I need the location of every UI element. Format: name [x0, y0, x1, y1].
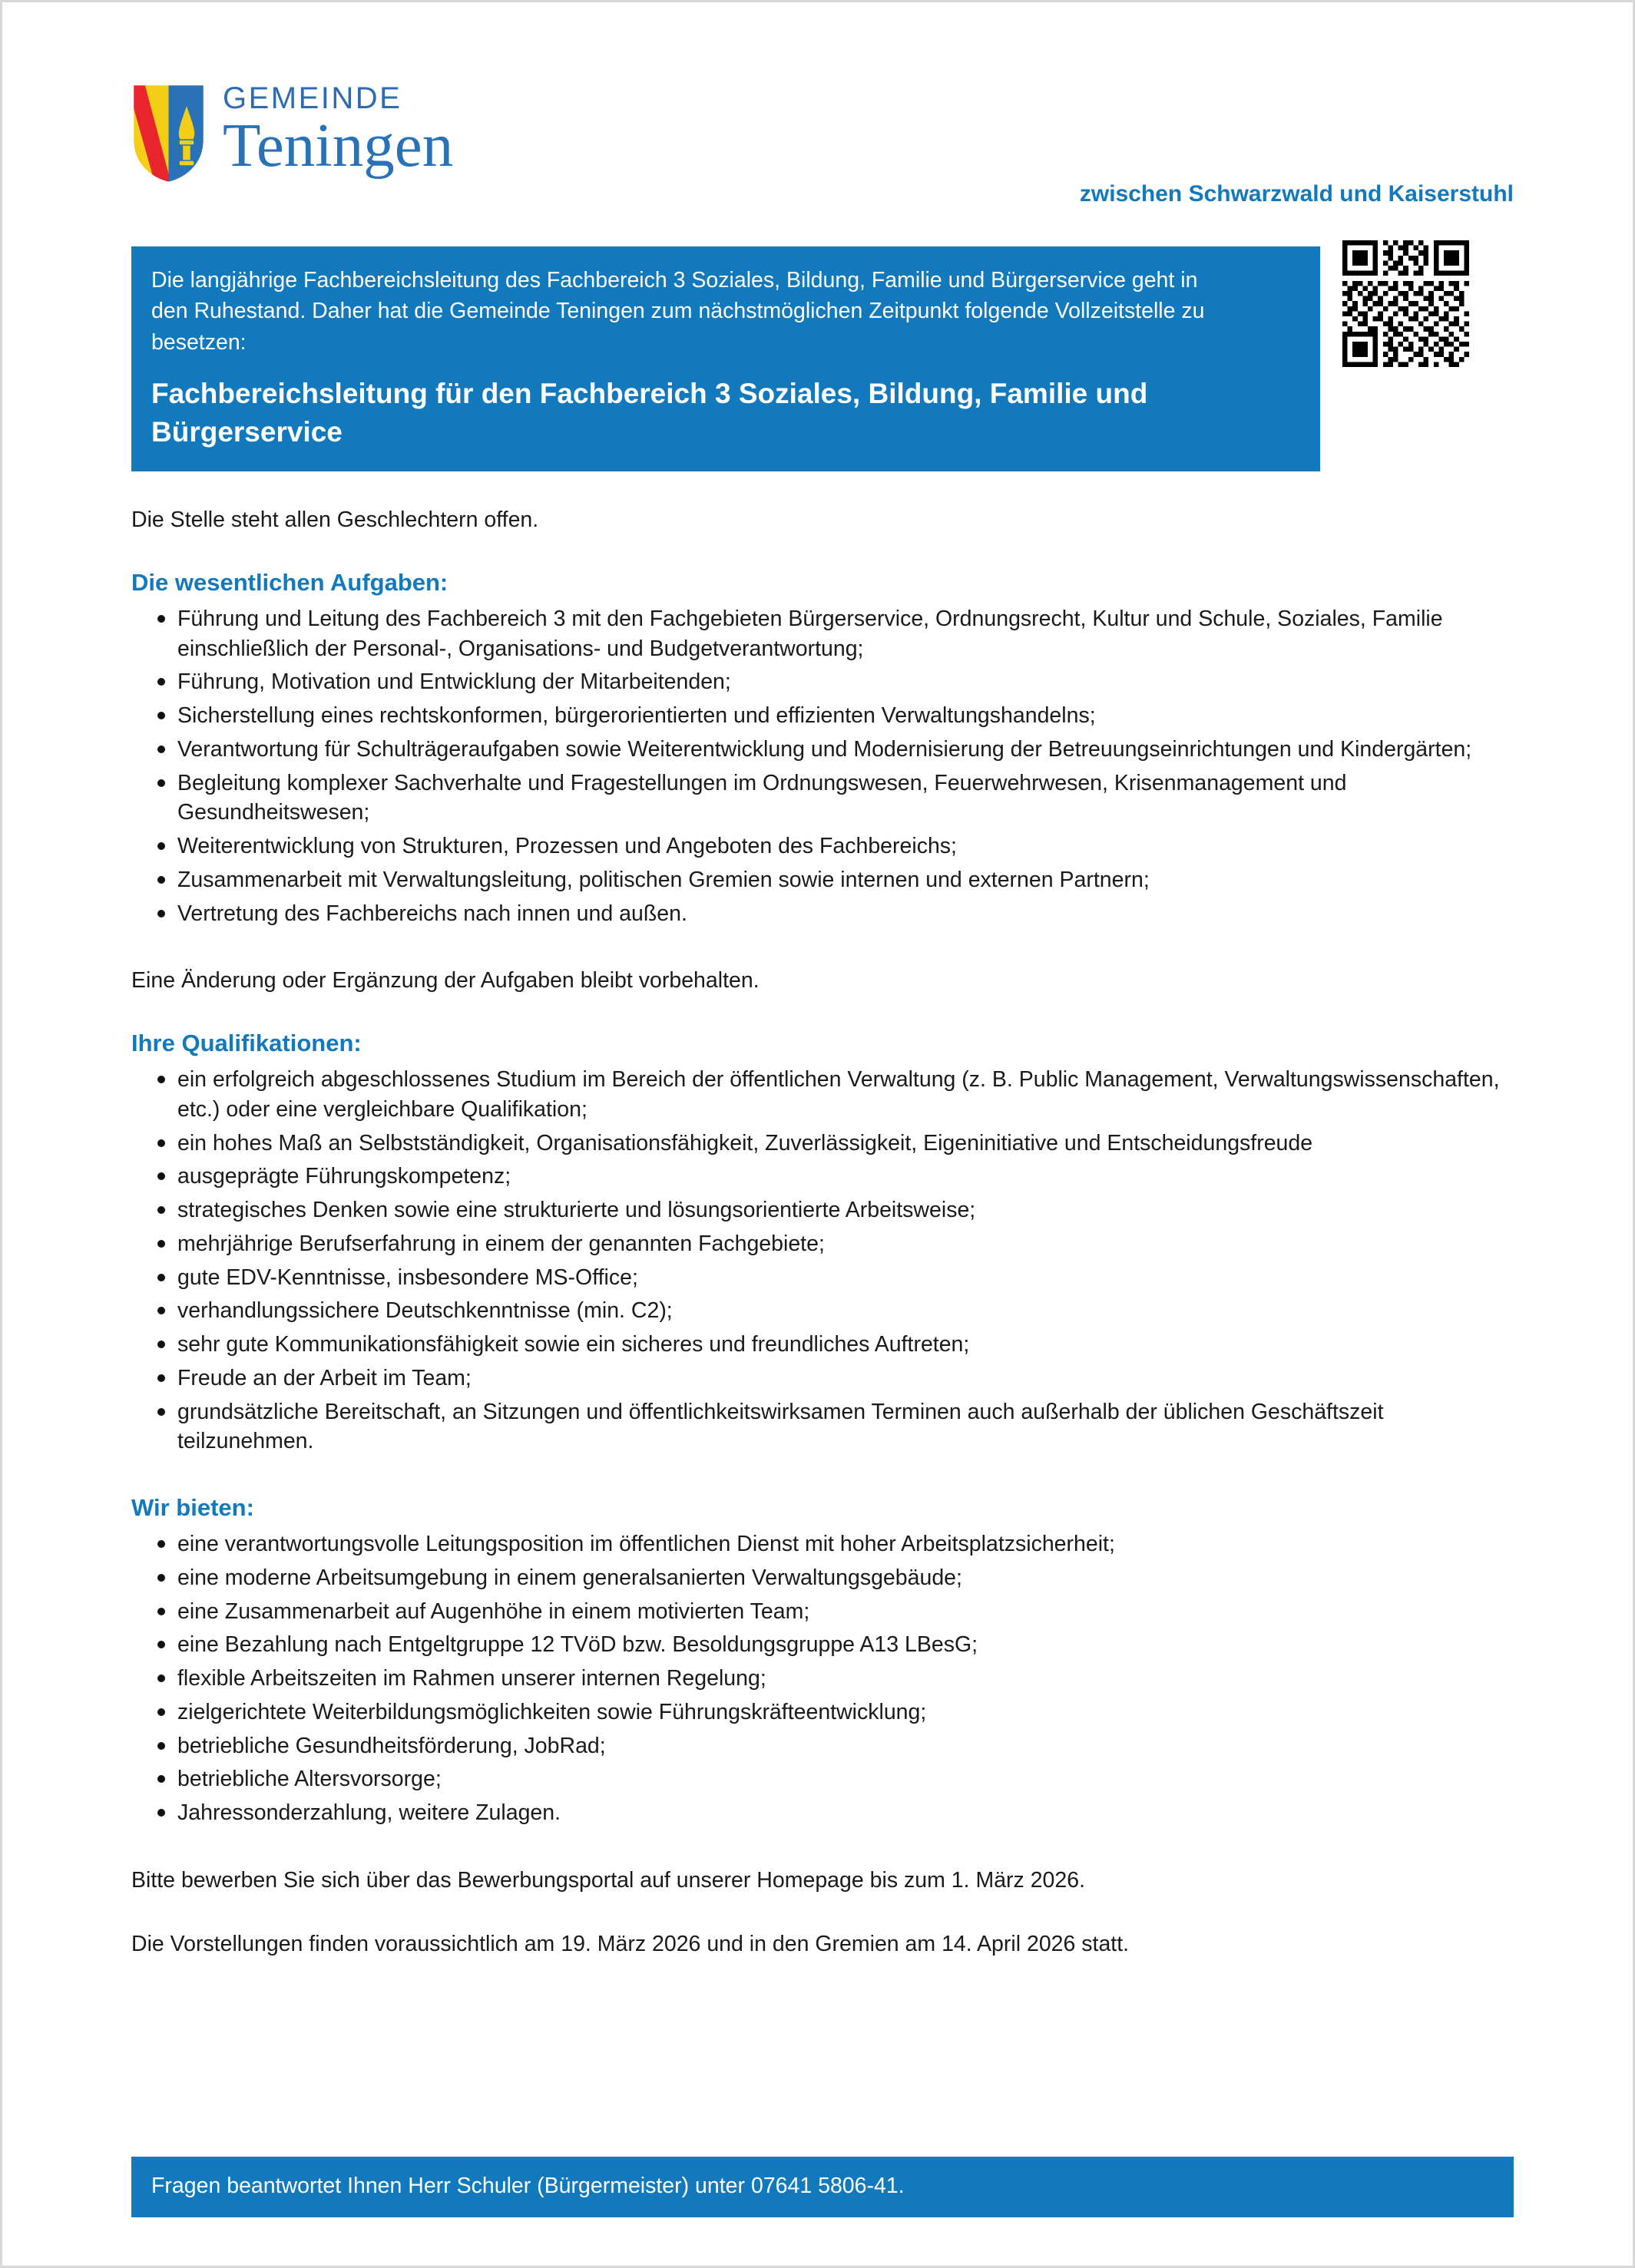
- posting-body: [131, 505, 1514, 1959]
- gemeinde-label: GEMEINDE: [223, 81, 402, 115]
- list-item: gute EDV-Kenntnisse, insbesondere MS-Office;: [131, 1263, 1514, 1293]
- list-item: betriebliche Altersvorsorge;: [131, 1764, 1514, 1794]
- list-item: Zusammenarbeit mit Verwaltungsleitung, politischen Gremien sowie internen und externen Partnern;: [131, 865, 1514, 895]
- list-item: ausgeprägte Führungskompetenz;: [131, 1162, 1514, 1192]
- list-item: Führung, Motivation und Entwicklung der Mitarbeitenden;: [131, 667, 1514, 697]
- section-heading-tasks: Die wesentlichen Aufgaben:: [131, 568, 448, 596]
- tasks-list: [131, 604, 1514, 929]
- list-item: ein hohes Maß an Selbstständigkeit, Organisationsfähigkeit, Zuverlässigkeit, Eigeninitiative und Entscheidungsfreude: [131, 1129, 1514, 1159]
- list-item: Führung und Leitung des Fachbereich 3 mit den Fachgebieten Bürgerservice, Ordnungsrecht, Kultur und Schule, Soziales, Familie einschließlich der Personal-, Organisations- und Budgetverantwortung;: [131, 604, 1514, 664]
- list-item: verhandlungssichere Deutschkenntnisse (min. C2);: [131, 1296, 1514, 1326]
- municipality-logo: [131, 83, 453, 184]
- list-item: strategisches Denken sowie eine strukturierte und lösungsorientierte Arbeitsweise;: [131, 1195, 1514, 1225]
- application-note: Bitte bewerben Sie sich über das Bewerbungsportal auf unserer Homepage bis zum 1. März 2026.: [131, 1867, 1086, 1893]
- list-item: eine Zusammenarbeit auf Augenhöhe in einem motivierten Team;: [131, 1597, 1514, 1627]
- list-item: Sicherstellung eines rechtskonformen, bürgerorientierten und effizienten Verwaltungshandelns;: [131, 701, 1514, 731]
- list-item: eine moderne Arbeitsumgebung in einem generalsanierten Verwaltungsgebäude;: [131, 1563, 1514, 1593]
- equal-opportunity-note: Die Stelle steht allen Geschlechtern offen.: [131, 507, 539, 532]
- section-heading-qualifications: Ihre Qualifikationen:: [131, 1030, 362, 1056]
- list-item: Jahressonderzahlung, weitere Zulagen.: [131, 1798, 1514, 1828]
- list-item: sehr gute Kommunikationsfähigkeit sowie ein sicheres und freundliches Auftreten;: [131, 1330, 1514, 1360]
- offer-list: [131, 1529, 1514, 1828]
- contact-text: Fragen beantwortet Ihnen Herr Schuler (Bürgermeister) unter 07641 5806-41.: [151, 2174, 905, 2198]
- application-qr-code[interactable]: [1342, 240, 1469, 367]
- list-item: grundsätzliche Bereitschaft, an Sitzungen und öffentlichkeitswirksamen Terminen auch außerhalb der üblichen Geschäftszeit teilzunehmen.: [131, 1397, 1514, 1457]
- interview-note: Die Vorstellungen finden voraussichtlich am 19. März 2026 und in den Gremien am 14. April 2026 statt.: [131, 1931, 1130, 1956]
- page-header: [131, 83, 1514, 217]
- list-item: mehrjährige Berufserfahrung in einem der genannten Fachgebiete;: [131, 1229, 1514, 1259]
- list-item: zielgerichtete Weiterbildungsmöglichkeiten sowie Führungskräfteentwicklung;: [131, 1698, 1514, 1727]
- list-item: eine Bezahlung nach Entgeltgruppe 12 TVöD bzw. Besoldungsgruppe A13 LBesG;: [131, 1630, 1514, 1660]
- list-item: Verantwortung für Schulträgeraufgaben sowie Weiterentwicklung und Modernisierung der Betreuungseinrichtungen und Kindergärten;: [131, 735, 1514, 765]
- job-hero-box: [131, 246, 1320, 471]
- list-item: flexible Arbeitszeiten im Rahmen unserer internen Regelung;: [131, 1664, 1514, 1694]
- list-item: eine verantwortungsvolle Leitungsposition im öffentlichen Dienst mit hoher Arbeitsplatzsicherheit;: [131, 1529, 1514, 1559]
- list-item: betriebliche Gesundheitsförderung, JobRad;: [131, 1731, 1514, 1761]
- qr-code-icon: [1342, 240, 1469, 367]
- tagline: zwischen Schwarzwald und Kaiserstuhl: [1079, 181, 1514, 207]
- coat-of-arms-icon: [131, 83, 206, 184]
- town-name: Teningen: [223, 111, 454, 180]
- contact-footer-bar: [131, 2157, 1514, 2217]
- list-item: Freude an der Arbeit im Team;: [131, 1364, 1514, 1394]
- tasks-change-note: Eine Änderung oder Ergänzung der Aufgaben bleibt vorbehalten.: [131, 968, 760, 993]
- list-item: Begleitung komplexer Sachverhalte und Fragestellungen im Ordnungswesen, Feuerwehrwesen, Krisenmanagement und Gesundheitswesen;: [131, 769, 1514, 828]
- job-title: Fachbereichsleitung für den Fachbereich 3 Soziales, Bildung, Familie und Bürgerservice: [151, 378, 1148, 448]
- list-item: Vertretung des Fachbereichs nach innen und außen.: [131, 899, 1514, 929]
- list-item: ein erfolgreich abgeschlossenes Studium im Bereich der öffentlichen Verwaltung (z. B. Public Management, Verwaltungswissenschaften, etc.) oder eine vergleichbare Qualifikation;: [131, 1065, 1514, 1125]
- section-heading-offer: Wir bieten:: [131, 1494, 254, 1521]
- hero-intro-text: Die langjährige Fachbereichsleitung des Fachbereich 3 Soziales, Bildung, Familie und Bürgerservice geht in den Ruhestand. Daher hat die Gemeinde Teningen zum nächstmöglichen Zeitpunkt folgende Vollzeitstelle zu besetzen:: [151, 268, 1205, 355]
- wordmark: [223, 81, 454, 180]
- qualifications-list: [131, 1065, 1514, 1456]
- list-item: Weiterentwicklung von Strukturen, Prozessen und Angeboten des Fachbereichs;: [131, 831, 1514, 861]
